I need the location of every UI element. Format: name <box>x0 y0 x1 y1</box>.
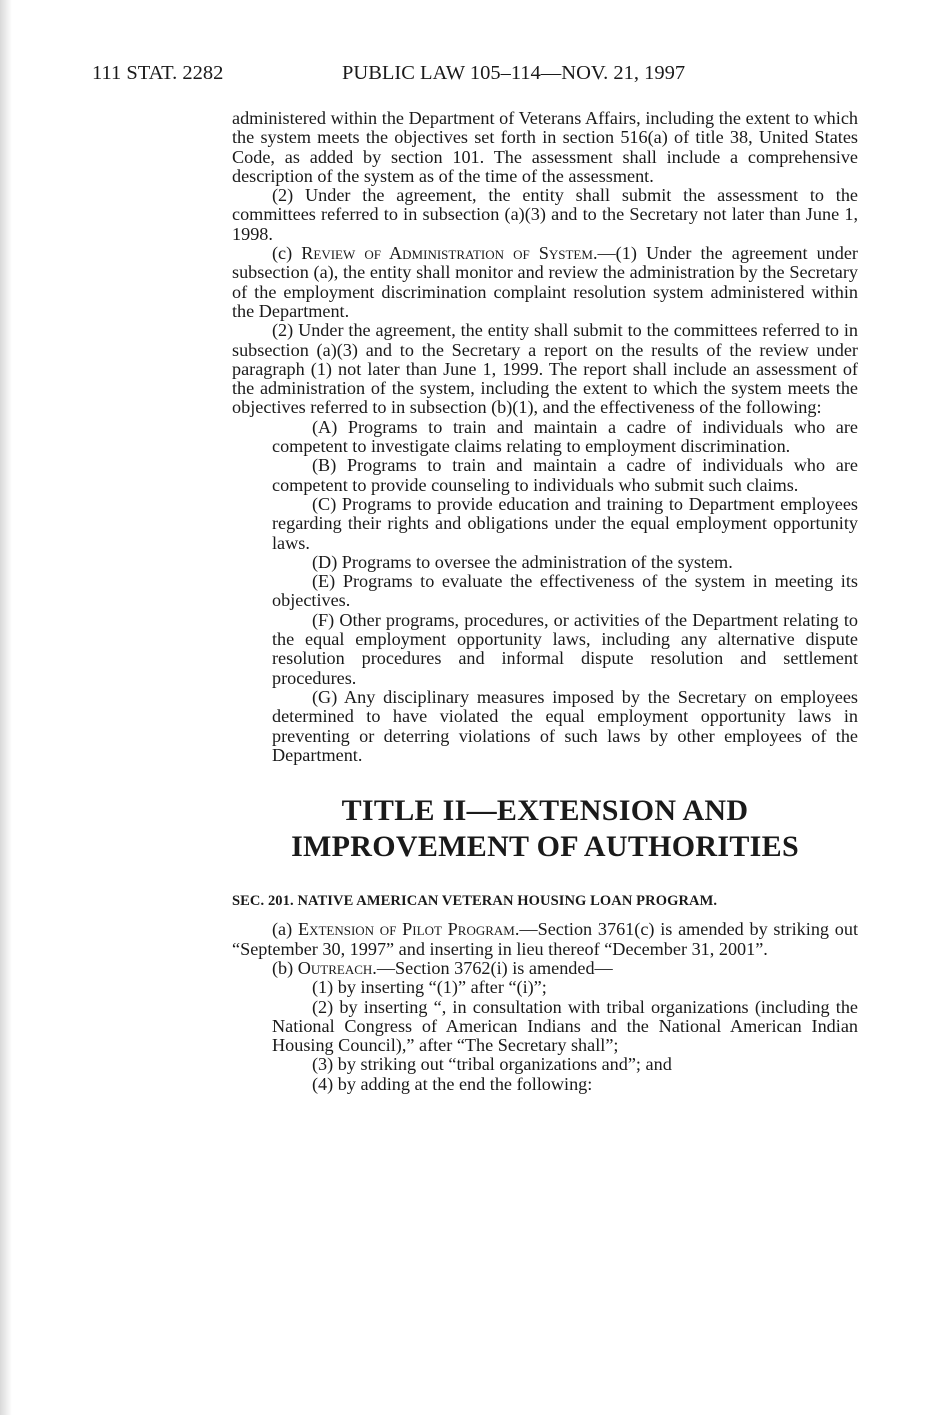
statute-citation: 111 STAT. 2282 <box>92 62 224 84</box>
section-b <box>232 959 858 978</box>
title-line-1: TITLE II—EXTENSION AND <box>341 794 749 828</box>
section-b-1: (1) by inserting “(1)” after “(i)”; <box>312 977 547 998</box>
paragraph-c2: (2) Under the agreement, the entity shall submit to the committees referred to in subsection (a)(3) and to the Secretary a report on the results of the review under paragraph (1) not later than June 1, 1999. The report shall include an assessment of the administration of the system, including the extent to which the system meets the objectives referred to in subsection (b)(1), and the effectiveness of the following: <box>232 320 858 418</box>
section-b-3: (3) by striking out “tribal organizations and”; and <box>312 1054 672 1075</box>
section-a <box>232 920 858 959</box>
title-heading <box>232 793 858 865</box>
section-heading: SEC. 201. NATIVE AMERICAN VETERAN HOUSING LOAN PROGRAM. <box>232 893 718 910</box>
subsection-label: (a) <box>272 919 298 940</box>
item-b: (B) Programs to train and maintain a cadre of individuals who are competent to provide counseling to individuals who submit such claims. <box>272 455 858 495</box>
subsection-heading: Extension of Pilot Program <box>297 919 515 940</box>
subsection-label: (c) <box>272 243 302 264</box>
title-line-2: IMPROVEMENT OF AUTHORITIES <box>291 830 799 864</box>
document-body <box>232 109 858 1094</box>
section-b-2: (2) by inserting “, in consultation with tribal organizations (including the National Congress of American Indians and the National American Indian Housing Council),” after “The Secretary shall”; <box>272 996 858 1056</box>
paragraph-c1 <box>232 244 858 321</box>
subsection-text: .—Section 3761(c) is amended by striking out “September 30, 1997” and inserting in lieu thereof “December 31, 2001”. <box>232 919 858 959</box>
item-d: (D) Programs to oversee the administration of the system. <box>312 551 733 572</box>
subsection-heading: Outreach <box>297 957 373 978</box>
public-law-citation: PUBLIC LAW 105–114—NOV. 21, 1997 <box>342 62 686 84</box>
subsection-heading: Review of Administration of System <box>301 243 593 264</box>
subsection-text: .—(1) Under the agreement under subsection (a), the entity shall monitor and review the administration by the Secretary of the employment discrimination complaint resolution system administered within the Department. <box>232 243 858 321</box>
subsection-label: (b) <box>272 957 298 978</box>
item-g: (G) Any disciplinary measures imposed by the Secretary on employees determined to have violated the equal employment opportunity laws in preventing or deterring violations of such laws by other employees of the Department. <box>272 686 858 765</box>
page-header <box>92 62 872 92</box>
item-e: (E) Programs to evaluate the effectiveness of the system in meeting its objectives. <box>272 571 858 611</box>
subsection-text: .—Section 3762(i) is amended— <box>372 957 613 978</box>
section-b-4: (4) by adding at the end the following: <box>312 1073 593 1094</box>
paragraph-b2: (2) Under the agreement, the entity shall submit the assessment to the committees referred to in subsection (a)(3) and to the Secretary not later than June 1, 1998. <box>232 185 858 244</box>
item-a: (A) Programs to train and maintain a cadre of individuals who are competent to investigate claims relating to employment discrimination. <box>272 416 858 457</box>
item-c: (C) Programs to provide education and training to Department employees regarding their rights and obligations under the equal employment opportunity laws. <box>272 493 858 553</box>
page-edge-shadow <box>0 0 12 1415</box>
item-f: (F) Other programs, procedures, or activities of the Department relating to the equal employment opportunity laws, including any alternative dispute resolution procedures and informal dispute resolution and settlement procedures. <box>272 609 858 688</box>
paragraph-continuation: administered within the Department of Veterans Affairs, including the extent to which the system meets the objectives set forth in section 516(a) of title 38, United States Code, as added by section 101. The assessment shall include a comprehensive description of the system as of the time of the assessment. <box>232 108 858 186</box>
